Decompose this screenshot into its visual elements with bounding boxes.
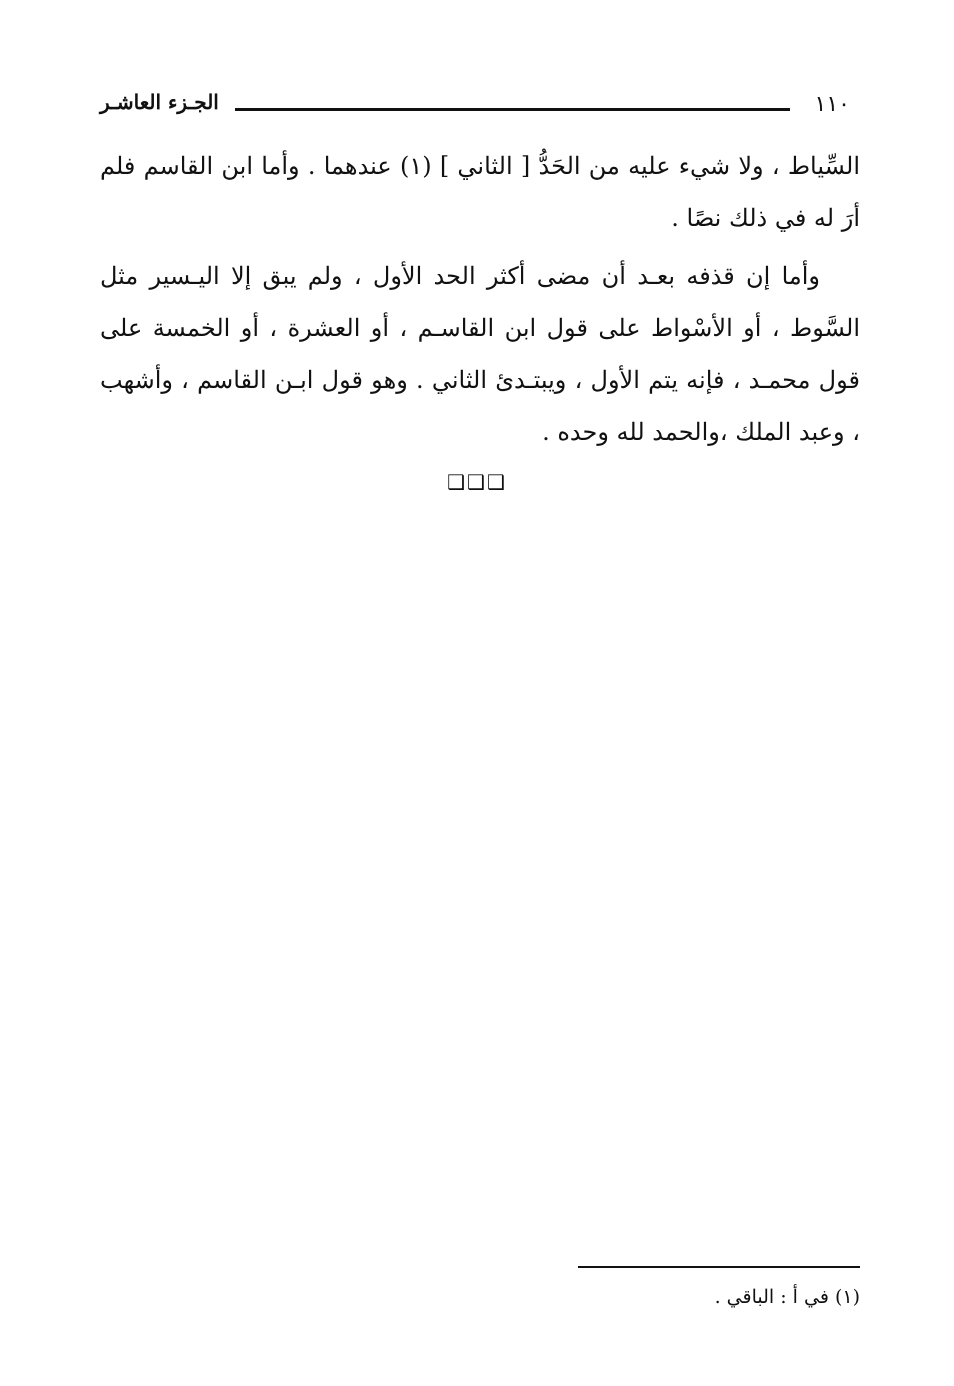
running-title: الجـزء العاشـر (100, 90, 219, 114)
main-text (100, 140, 860, 464)
header-rule (235, 108, 790, 111)
page-header (100, 88, 860, 128)
page-number: ١١٠ (814, 92, 850, 117)
footnote-rule (578, 1266, 860, 1268)
paragraph-1: السِّياط ، ولا شيء عليه من الحَدُّ [ الثاني ] (١) عندهما . وأما ابن القاسم فلم أرَ له في ذلك نصًا . (100, 152, 860, 232)
paragraph-2: وأما إن قذفه بعـد أن مضى أكثر الحد الأول ، ولم يبق إلا اليـسير مثل السَّوط ، أو الأسْواط على قول ابن القاسـم ، أو العشرة ، أو الخمسة على قول محمـد ، فإنه يتم الأول ، ويبتـدئ الثاني . وهو قول ابـن القاسم ، وأشهب ، وعبد الملك ،والحمد لله وحده . (100, 262, 860, 446)
section-end-ornament: ❑❑❑ (447, 470, 507, 494)
footnote: (١) في أ : الباقي . (714, 1286, 860, 1308)
